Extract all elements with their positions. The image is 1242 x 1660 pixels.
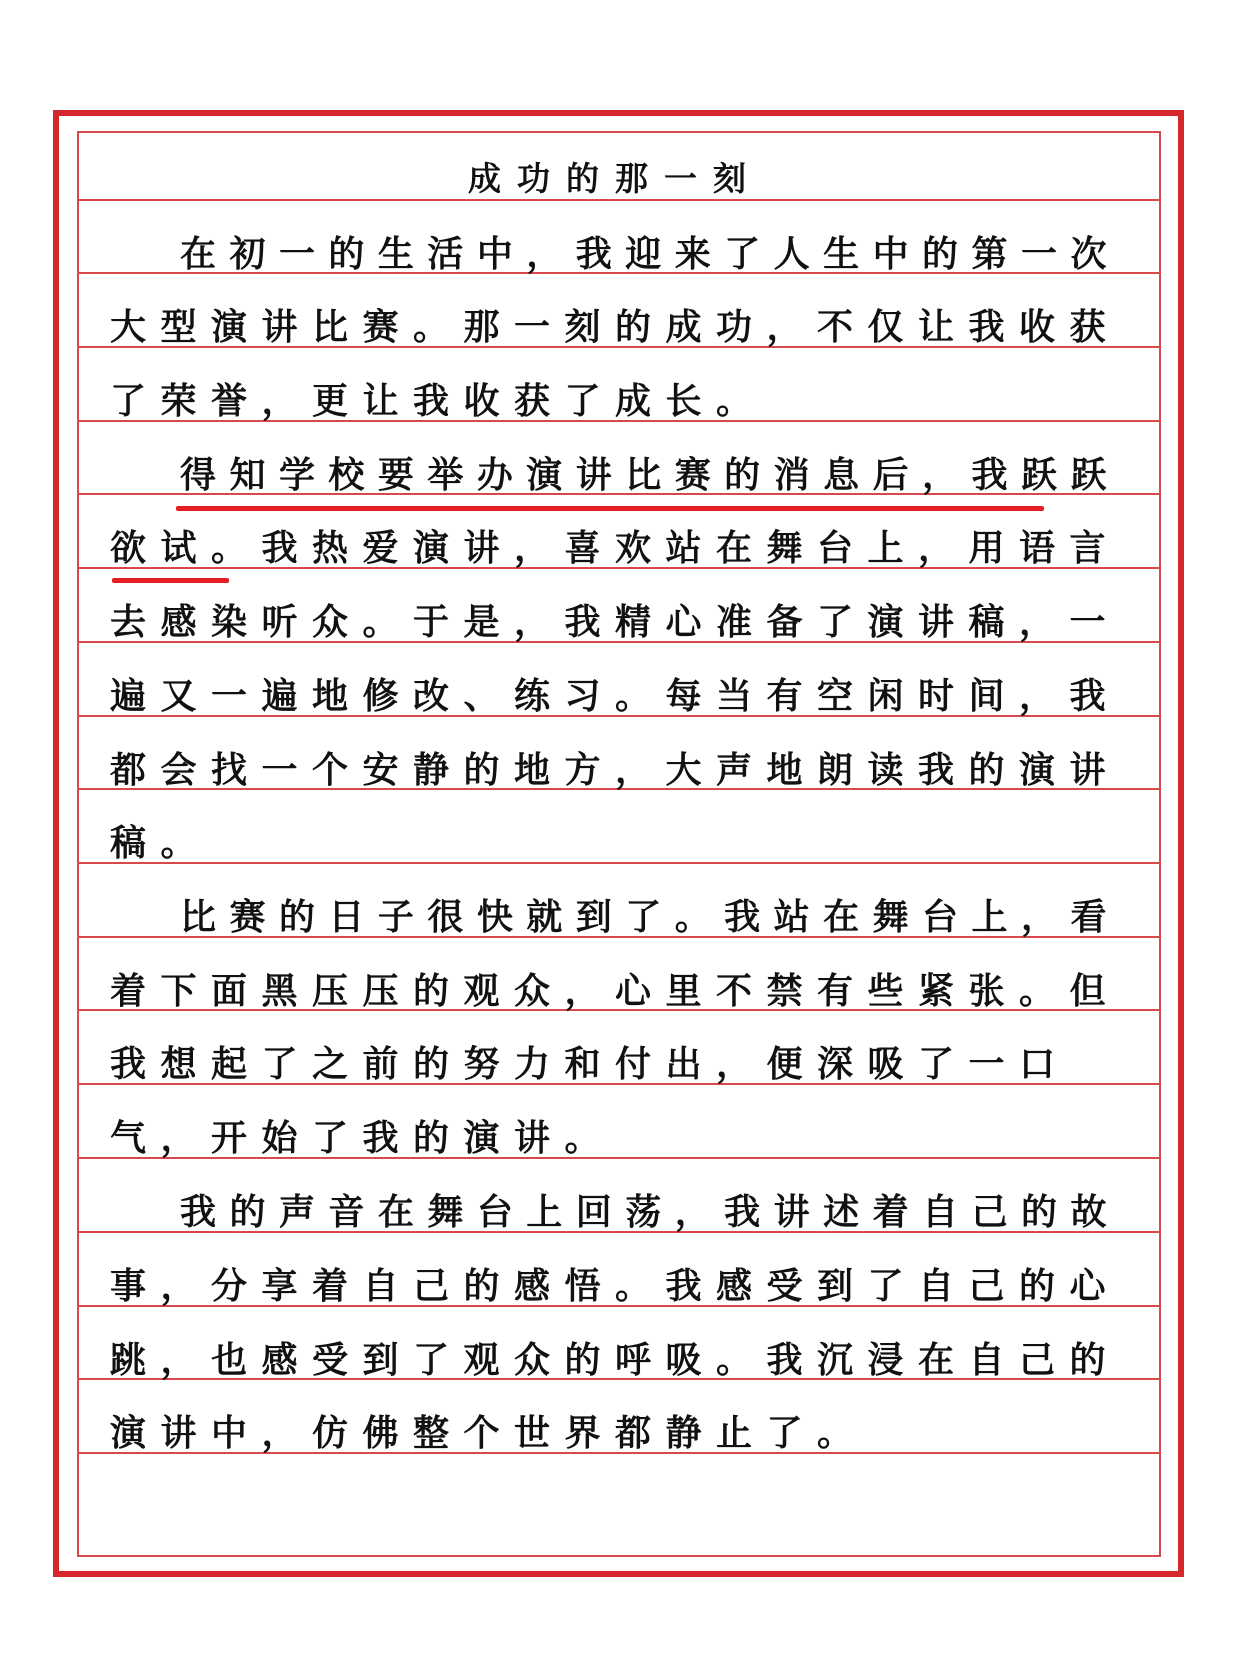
- highlight-underline: [176, 506, 1044, 511]
- essay-title: 成功的那一刻: [468, 158, 762, 198]
- essay-line: 欲 试 。 我 热 爱 演 讲 ， 喜 欢 站 在 舞 台 上 ， 用 语 言: [110, 526, 1106, 569]
- highlight-underline: [112, 578, 229, 583]
- essay-line: 着 下 面 黑 压 压 的 观 众 ， 心 里 不 禁 有 些 紧 张 。 但: [110, 969, 1106, 1012]
- essay-line: 大 型 演 讲 比 赛 。 那 一 刻 的 成 功 ， 不 仅 让 我 收 获: [110, 305, 1106, 348]
- essay-line: 遍 又 一 遍 地 修 改 、 练 习 。 每 当 有 空 闲 时 间 ， 我: [110, 674, 1106, 717]
- essay-line: 我 想 起 了 之 前 的 努 力 和 付 出 ， 便 深 吸 了 一 口: [110, 1042, 1056, 1085]
- essay-line: 了 荣 誉 ， 更 让 我 收 获 了 成 长 。: [110, 379, 753, 422]
- essay-line: 稿 。: [110, 821, 197, 864]
- essay-line: 跳 ， 也 感 受 到 了 观 众 的 呼 吸 。 我 沉 浸 在 自 己 的: [110, 1338, 1106, 1381]
- essay-line: 气 ， 开 始 了 我 的 演 讲 。: [110, 1116, 601, 1159]
- essay-line: 事 ， 分 享 着 自 己 的 感 悟 。 我 感 受 到 了 自 己 的 心: [110, 1264, 1106, 1307]
- essay-line: 去 感 染 听 众 。 于 是 ， 我 精 心 准 备 了 演 讲 稿 ， 一: [110, 600, 1106, 643]
- essay-line: 比 赛 的 日 子 很 快 就 到 了 。 我 站 在 舞 台 上 ， 看: [180, 895, 1107, 938]
- essay-line: 都 会 找 一 个 安 静 的 地 方 ， 大 声 地 朗 读 我 的 演 讲: [110, 748, 1106, 791]
- essay-line: 得 知 学 校 要 举 办 演 讲 比 赛 的 消 息 后 ， 我 跃 跃: [180, 453, 1107, 496]
- essay-line: 在 初 一 的 生 活 中 ， 我 迎 来 了 人 生 中 的 第 一 次: [180, 232, 1107, 275]
- essay-line: 我 的 声 音 在 舞 台 上 回 荡 ， 我 讲 述 着 自 己 的 故: [180, 1190, 1107, 1233]
- essay-line: 演 讲 中 ， 仿 佛 整 个 世 界 都 静 止 了 。: [110, 1411, 854, 1454]
